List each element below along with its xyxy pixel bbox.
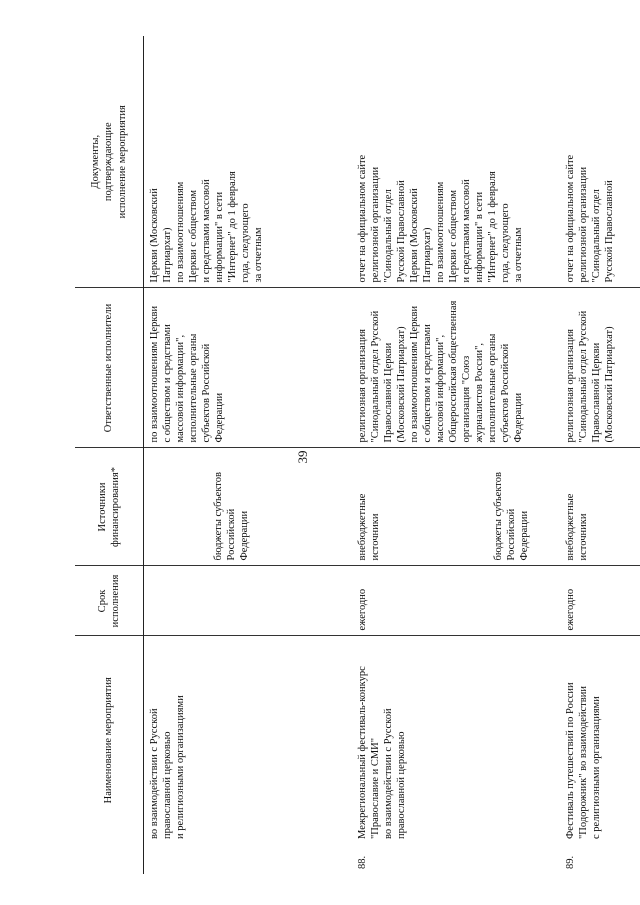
text-line: за отчетным xyxy=(253,227,265,283)
events-table xyxy=(75,36,640,874)
document-page xyxy=(75,36,615,874)
text-line: православной церковью xyxy=(162,731,174,839)
text-line: Российской xyxy=(506,508,518,561)
text-line: бюджеты субъектов xyxy=(213,472,224,561)
text-line: "Интернет" до 1 февраля xyxy=(487,171,499,283)
text-line: организация "Союз xyxy=(461,355,473,443)
text-line: Наименование мероприятия xyxy=(103,677,115,804)
event-name xyxy=(560,636,640,844)
event-term xyxy=(560,566,640,636)
text-line: Российской xyxy=(226,508,238,561)
text-line: подтверждающие xyxy=(103,122,115,202)
text-line: (Московский Патриархат) xyxy=(396,326,408,443)
page-number: 39 xyxy=(295,450,310,464)
text-line: и религиозными организациями xyxy=(175,695,187,839)
text-line: финансирования* xyxy=(110,467,121,547)
header-name xyxy=(75,636,144,844)
text-line: во взаимодействии с Русской xyxy=(149,708,160,839)
source-secondary xyxy=(492,454,531,561)
text-line: во взаимодействии с Русской xyxy=(383,708,395,839)
source-secondary xyxy=(212,454,251,561)
text-line: и средствами массовой xyxy=(201,179,213,283)
text-line: массовой информации", xyxy=(435,334,447,443)
header-documents xyxy=(75,36,144,288)
text-line: информации" в сети xyxy=(474,191,486,283)
header-term xyxy=(75,566,144,636)
text-line: по взаимоотношениям xyxy=(435,181,447,283)
event-executors xyxy=(560,288,640,448)
text-line: исполнения xyxy=(110,574,121,628)
source-primary xyxy=(564,454,590,561)
text-line: Церкви с обществом xyxy=(188,189,200,283)
text-line: года, следующего xyxy=(500,203,512,283)
header-source xyxy=(75,448,144,566)
header-num xyxy=(75,844,144,874)
text-line: отчет на официальном сайте xyxy=(565,154,576,283)
text-line: Фестиваль путешествий по России xyxy=(565,682,576,839)
text-line: Документы, xyxy=(90,134,102,189)
text-line: массовой информации", xyxy=(175,334,187,443)
text-line: источники xyxy=(370,513,382,561)
header-executors xyxy=(75,288,144,448)
text-line: с обществом и средствами xyxy=(162,324,174,443)
event-documents xyxy=(144,36,353,288)
text-line: источники xyxy=(578,513,590,561)
event-documents xyxy=(352,36,560,288)
table-header-row xyxy=(75,36,144,874)
event-executors xyxy=(144,288,353,448)
text-line: по взаимоотношениям xyxy=(175,181,187,283)
text-line: за отчетным xyxy=(513,227,525,283)
text-line: религиозная организация xyxy=(565,329,576,443)
text-line: Русской Православной xyxy=(604,180,616,283)
text-line: с обществом и средствами xyxy=(422,324,434,443)
event-term xyxy=(144,566,353,636)
text-line: Церкви (Московский xyxy=(409,188,421,283)
text-line: Межрегиональный фестиваль-конкурс xyxy=(357,666,368,839)
text-line: исполнение мероприятия xyxy=(116,105,128,219)
text-line: информации" в сети xyxy=(214,191,226,283)
text-line: субъектов Российской xyxy=(201,343,213,443)
text-line: внебюджетные xyxy=(565,493,576,561)
event-name xyxy=(144,636,353,844)
text-line: Церкви с обществом xyxy=(448,189,460,283)
text-line: Федерации xyxy=(513,392,525,443)
text-line: "Подорожник" во взаимодействии xyxy=(578,686,590,839)
table-row xyxy=(560,36,640,874)
text-line: по взаимоотношениям Церкви xyxy=(149,305,160,443)
text-line: Федерации xyxy=(239,510,251,561)
text-line: (Московский Патриархат) xyxy=(604,326,616,443)
text-line: по взаимоотношениям Церкви xyxy=(409,305,421,443)
row-number: 88. xyxy=(357,855,368,869)
text-line: "Синодальный отдел xyxy=(383,189,395,283)
text-line: "Синодальный отдел Русской xyxy=(370,310,382,443)
text-line: с религиозными организациями xyxy=(591,696,603,839)
text-line: Федерации xyxy=(519,510,531,561)
text-line: бюджеты субъектов xyxy=(493,472,505,561)
text-line: Русской Православной xyxy=(396,180,408,283)
text-line: Православной Церкви xyxy=(383,342,395,443)
event-source xyxy=(560,448,640,566)
text-line: религиозной организации xyxy=(370,166,382,283)
text-line: "Православие и СМИ" xyxy=(370,737,382,839)
text-line: Церкви (Московский xyxy=(149,188,160,283)
row-number xyxy=(144,844,353,874)
text-line: "Интернет" до 1 февраля xyxy=(227,171,239,283)
event-term xyxy=(352,566,560,636)
text-line: религиозной организации xyxy=(578,166,590,283)
text-line: субъектов Российской xyxy=(500,343,512,443)
text-line: исполнительные органы xyxy=(188,333,200,443)
text-line: года, следующего xyxy=(240,203,252,283)
event-documents xyxy=(560,36,640,288)
text-line: Источники xyxy=(96,482,108,532)
text-line: "Синодальный отдел Русской xyxy=(578,310,590,443)
text-line: Православной Церкви xyxy=(591,342,603,443)
text-line: Федерации xyxy=(214,392,226,443)
rotated-table-sheet xyxy=(75,36,615,874)
event-source xyxy=(352,448,560,566)
event-executors xyxy=(352,288,560,448)
text-line: ежегодно xyxy=(357,588,368,631)
text-line: Общероссийская общественная xyxy=(448,300,460,443)
event-name xyxy=(352,636,560,844)
text-line: Ответственные исполнители xyxy=(103,303,115,433)
text-line: религиозная организация xyxy=(357,329,368,443)
text-line: православной церковью xyxy=(396,731,408,839)
text-line: внебюджетные xyxy=(357,493,368,561)
text-line: ежегодно xyxy=(565,588,576,631)
text-line: отчет на официальном сайте xyxy=(357,154,368,283)
event-source xyxy=(144,448,353,566)
text-line: журналистов России", xyxy=(474,343,486,443)
row-number: 89. xyxy=(565,855,576,869)
text-line: и средствами массовой xyxy=(461,179,473,283)
text-line: "Синодальный отдел xyxy=(591,189,603,283)
table-row xyxy=(352,36,560,874)
text-line: Патриархат) xyxy=(422,227,434,283)
text-line: Патриархат) xyxy=(162,227,174,283)
source-primary xyxy=(356,454,382,561)
table-row xyxy=(144,36,353,874)
text-line: исполнительные органы xyxy=(487,333,499,443)
text-line: Срок xyxy=(96,589,108,613)
